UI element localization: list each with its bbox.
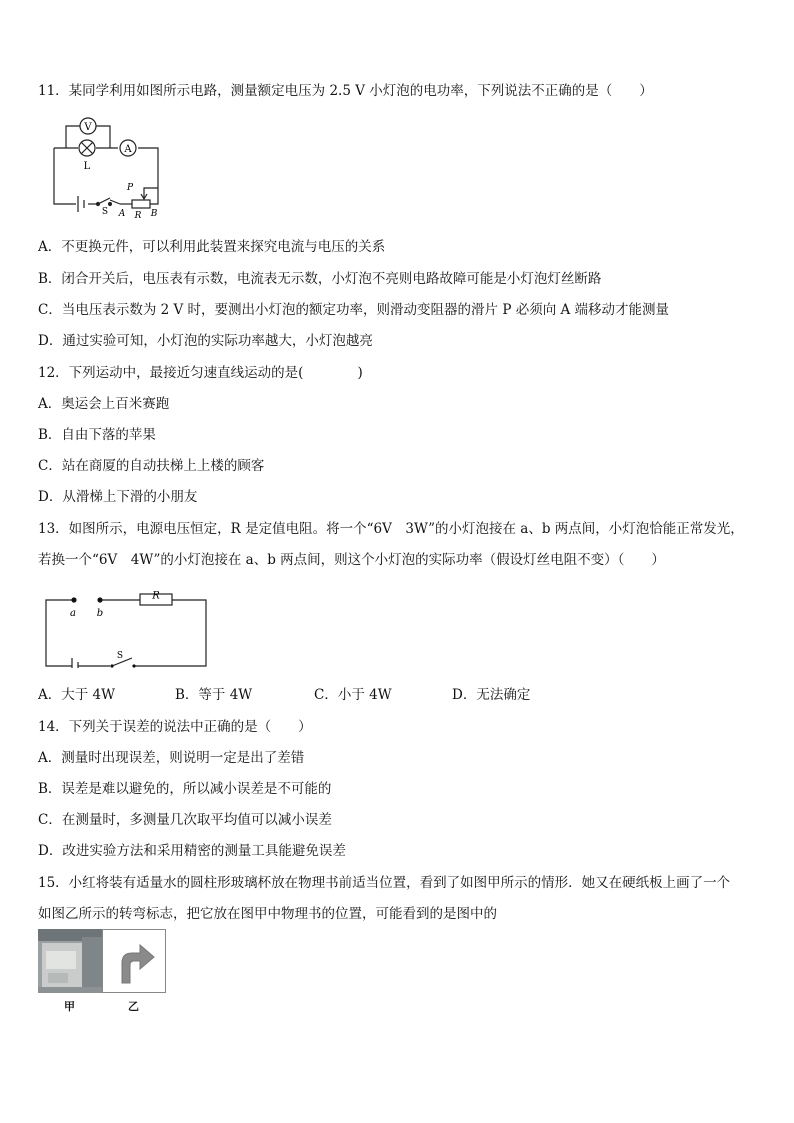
svg-text:R: R	[134, 211, 142, 219]
q13-option-c: C．小于 4W	[314, 687, 392, 703]
svg-text:S: S	[101, 207, 109, 217]
q14-option-d: D．改进实验方法和采用精密的测量工具能避免误差	[38, 843, 346, 859]
q12-option-a: A．奥运会上百米赛跑	[38, 396, 170, 412]
svg-text:V: V	[84, 122, 92, 133]
q14-stem: 14．下列关于误差的说法中正确的是（ ）	[38, 719, 312, 735]
svg-text:B: B	[150, 209, 158, 219]
q11-option-c: C．当电压表示数为 2 V 时，要测出小灯泡的额定功率，则滑动变阻器的滑片 P 必须向 A 端移动才能测量	[38, 302, 670, 318]
q15-caption-jia: 甲	[64, 1000, 75, 1013]
q11-stem: 11．某同学利用如图所示电路，测量额定电压为 2.5 V 小灯泡的电功率，下列说法不正确的是（ ）	[38, 83, 653, 99]
q13-stem-line2: 若换一个“6V 4W”的小灯泡接在 a、b 两点间，则这个小灯泡的实际功率（假设灯丝电阻不变）（ ）	[38, 552, 665, 568]
svg-text:P: P	[126, 183, 134, 193]
q11-option-a: A．不更换元件，可以利用此装置来探究电流与电压的关系	[38, 239, 386, 255]
q11-circuit-diagram	[46, 114, 176, 219]
q12-option-c: C．站在商厦的自动扶梯上上楼的顾客	[38, 458, 265, 474]
q13-option-d: D．无法确定	[452, 687, 531, 703]
q13-option-a: A．大于 4W	[38, 687, 116, 703]
svg-text:b: b	[96, 608, 104, 619]
q15-caption-yi: 乙	[128, 1000, 139, 1013]
q15-stem-line1: 15．小红将装有适量水的圆柱形玻璃杯放在物理书前适当位置，看到了如图甲所示的情形．她又在硬纸板上画了一个	[38, 875, 731, 891]
q13-circuit-diagram	[40, 588, 212, 668]
svg-text:S: S	[116, 651, 124, 661]
q14-option-c: C．在测量时，多测量几次取平均值可以减小误差	[38, 812, 332, 828]
q13-option-b: B．等于 4W	[175, 687, 253, 703]
q13-stem-line1: 13．如图所示，电源电压恒定，R 是定值电阻。将一个“6V 3W”的小灯泡接在 a、b 两点间，小灯泡恰能正常发光，	[38, 521, 744, 537]
q12-stem: 12．下列运动中，最接近匀速直线运动的是( )	[38, 365, 363, 381]
svg-text:A: A	[124, 144, 132, 155]
q11-option-d: D．通过实验可知，小灯泡的实际功率越大，小灯泡越亮	[38, 333, 373, 349]
svg-text:A: A	[118, 209, 126, 219]
q15-photo-jia	[38, 929, 102, 993]
q11-option-b: B．闭合开关后，电压表有示数，电流表无示数，小灯泡不亮则电路故障可能是小灯泡灯丝断路	[38, 271, 602, 287]
q14-option-b: B．误差是难以避免的，所以减小误差是不可能的	[38, 781, 332, 797]
q14-option-a: A．测量时出现误差，则说明一定是出了差错	[38, 750, 305, 766]
svg-text:a: a	[70, 608, 76, 619]
svg-text:R: R	[152, 590, 160, 602]
q12-option-d: D．从滑梯上下滑的小朋友	[38, 489, 198, 505]
q15-turn-sign-yi	[102, 929, 166, 993]
q12-option-b: B．自由下落的苹果	[38, 427, 156, 443]
svg-text:L: L	[83, 161, 91, 172]
q15-stem-line2: 如图乙所示的转弯标志，把它放在图甲中物理书的位置，可能看到的是图中的	[38, 906, 497, 922]
